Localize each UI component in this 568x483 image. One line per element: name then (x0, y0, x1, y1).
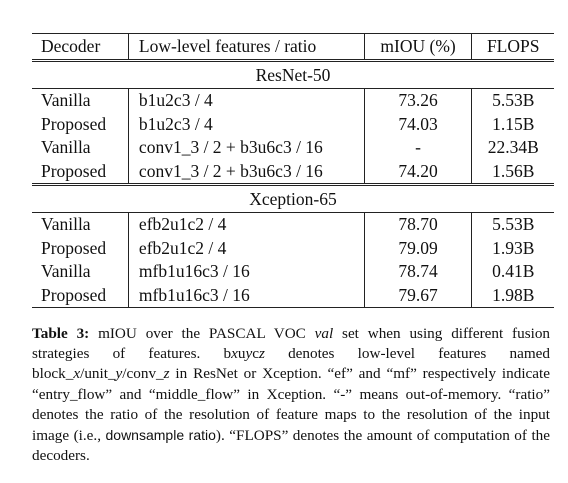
header-miou: mIOU (%) (364, 34, 472, 61)
caption-text: /unit_ (80, 365, 116, 383)
section-header-row (32, 61, 554, 89)
caption-text: y (245, 345, 253, 363)
caption-text: /conv_ (122, 365, 164, 383)
cell-flops: 1.93B (492, 237, 535, 258)
cell-features: mfb1u16c3 / 16 (128, 284, 364, 308)
cell-features: conv1_3 / 2 + b3u6c3 / 16 (128, 160, 364, 185)
caption-text: ). “FLOPS” denotes the amount of computation of the decoders. (32, 427, 550, 465)
caption-text: c (252, 345, 259, 363)
cell-flops: 5.53B (492, 214, 535, 234)
caption-text: downsample ratio (105, 427, 216, 444)
caption-text: set when using different fusion strategies of features. b (32, 325, 551, 363)
table-header-row (32, 34, 554, 61)
section-header-row (32, 185, 554, 213)
table-row (32, 160, 554, 185)
caption-text: z (163, 365, 170, 383)
caption-text: u (237, 345, 246, 363)
results-table (32, 33, 554, 308)
cell-miou: 73.26 (364, 89, 472, 113)
table-caption (32, 324, 550, 466)
cell-decoder: Vanilla (32, 89, 128, 113)
caption-text: denotes low-level features named block_ (32, 345, 550, 383)
table-row (32, 136, 554, 160)
cell-flops: 0.41B (492, 261, 535, 281)
caption-text: x (73, 365, 81, 383)
table-row (32, 213, 554, 237)
cell-miou: 79.67 (364, 284, 472, 308)
caption-text: z (258, 345, 265, 363)
caption-text: in ResNet or Xception. “ef” and “mf” respectively indicate “entry_flow” and “middle_flow” in Xception. “-” means out-of-memory. “ratio” denotes the ratio of the resolution of feature maps to the resolution of the input image (i.e., (32, 365, 550, 445)
cell-flops: 22.34B (487, 137, 539, 157)
cell-flops: 5.53B (492, 90, 535, 110)
cell-features: efb2u1c2 / 4 (128, 237, 364, 261)
cell-features: mfb1u16c3 / 16 (128, 260, 364, 284)
caption-text: y (115, 365, 123, 383)
table-row (32, 89, 554, 113)
cell-decoder: Vanilla (32, 213, 128, 237)
cell-flops: 1.15B (492, 113, 535, 134)
table-body (32, 61, 554, 308)
header-decoder: Decoder (32, 34, 128, 61)
cell-miou: 79.09 (364, 237, 472, 261)
cell-miou: 78.74 (364, 260, 472, 284)
section-title: Xception-65 (32, 185, 554, 213)
caption-text: x (231, 345, 238, 363)
header-flops: FLOPS (472, 34, 554, 61)
cell-features: efb2u1c2 / 4 (128, 213, 364, 237)
cell-flops: 1.98B (472, 284, 554, 308)
cell-decoder: Vanilla (32, 136, 128, 160)
header-features: Low-level features / ratio (128, 34, 364, 61)
cell-decoder: Proposed (32, 160, 128, 185)
cell-decoder: Proposed (32, 284, 128, 308)
cell-features: conv1_3 / 2 + b3u6c3 / 16 (128, 136, 364, 160)
cell-miou: 78.70 (364, 213, 472, 237)
cell-decoder: Proposed (32, 113, 128, 137)
cell-miou: 74.20 (364, 160, 472, 185)
cell-features: b1u2c3 / 4 (128, 113, 364, 137)
cell-miou: 74.03 (364, 113, 472, 137)
section-title: ResNet-50 (32, 61, 554, 89)
caption-text: mIOU over the PASCAL VOC (98, 325, 315, 342)
table-row (32, 260, 554, 284)
cell-decoder: Vanilla (32, 260, 128, 284)
caption-label: Table 3: (32, 325, 90, 342)
caption-text: val (314, 325, 334, 342)
cell-decoder: Proposed (32, 237, 128, 261)
cell-features: b1u2c3 / 4 (128, 89, 364, 113)
table-row (32, 237, 554, 261)
cell-miou: - (364, 136, 472, 160)
table-row (32, 284, 554, 308)
cell-flops: 1.56B (492, 160, 535, 181)
table-row (32, 113, 554, 137)
